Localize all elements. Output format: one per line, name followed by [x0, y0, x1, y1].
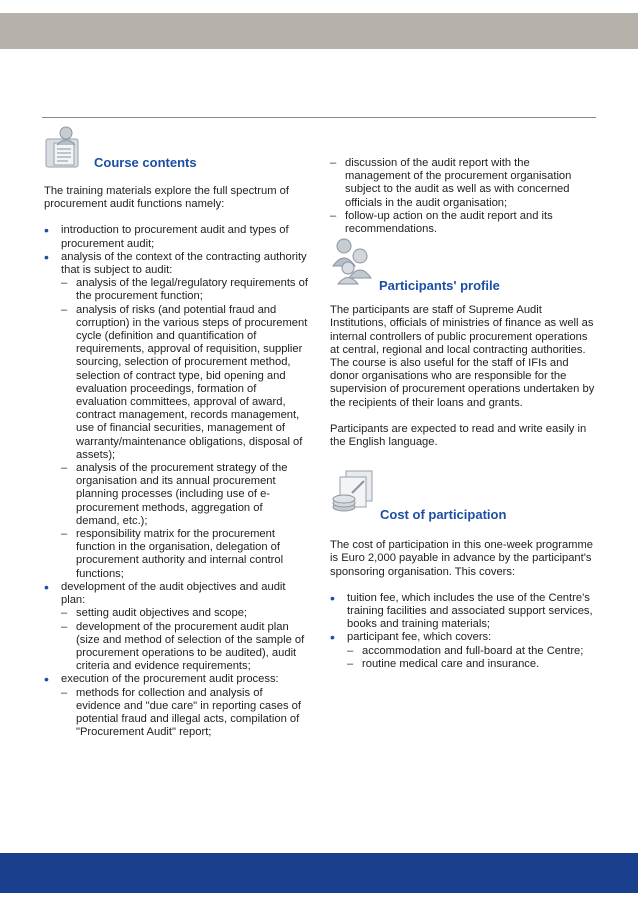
- coins-icon: [330, 467, 376, 515]
- participants-header: [330, 236, 596, 304]
- sub-list: [61, 687, 308, 740]
- bottom-band: [0, 853, 638, 893]
- sub-item: – accommodation and full-board at the Centre;: [347, 645, 596, 658]
- bullet-item: [44, 251, 308, 581]
- cost-intro: The cost of participation in this one-week programme is Euro 2,000 payable in advance by the participant's sponsoring organisation. This covers:: [330, 539, 594, 578]
- sub-item: – analysis of the procurement strategy of the organisation and its annual procurement planning processes (including use of e-procurement methods, aggregation of demand, etc.);: [61, 462, 308, 528]
- bullet-text: development of the audit objectives and audit plan:: [61, 580, 286, 607]
- sub-list: [61, 277, 308, 581]
- document-person-icon: [44, 125, 88, 171]
- bullet-text: analysis of the context of the contracting authority that is subject to audit:: [61, 250, 307, 277]
- right-column: [330, 157, 596, 683]
- sub-item: – analysis of the legal/regulatory requirements of the procurement function;: [61, 277, 308, 303]
- course-contents-list: [44, 224, 308, 739]
- course-contents-title: Course contents: [94, 155, 197, 170]
- bullet-item: [330, 592, 596, 632]
- course-contents-header: [44, 125, 308, 185]
- sub-item: – development of the procurement audit plan (size and method of selection of the sample of procurement operations to be audited), audit criteria and evidence requirements;: [61, 621, 308, 674]
- sub-item: – setting audit objectives and scope;: [61, 607, 308, 620]
- sub-item: – methods for collection and analysis of evidence and "due care" in reporting cases of potential fraud and illegal acts, compilation of "Procurement Audit" report;: [61, 687, 308, 740]
- sub-list: [61, 607, 308, 673]
- left-column: [44, 125, 308, 751]
- group-icon: [330, 236, 374, 286]
- bullet-text: introduction to procurement audit and types of procurement audit;: [61, 224, 289, 250]
- bullet-item: [44, 581, 308, 673]
- sub-item: – responsibility matrix for the procurement function in the organisation, delegation of procurement authority and internal control functions;: [61, 528, 308, 581]
- top-band: [0, 13, 638, 49]
- participants-title: Participants' profile: [379, 278, 500, 294]
- cost-list: [330, 592, 596, 671]
- sub-item: – discussion of the audit report with the management of the procurement organisation subject to the audit as well as with concerned officials in the audit organisation;: [330, 157, 596, 210]
- header-rule: [42, 117, 596, 118]
- sub-item: – routine medical care and insurance.: [347, 658, 596, 671]
- sub-item: – analysis of risks (and potential fraud and corruption) in the various steps of procurement cycle (definition and quantification of requirements, approval of requisition, supplier sourcing, selection of procurement method, selection of contract type, bid opening and evaluation proceedings, formation of evaluation committees, approval of award, contract management, records management, use of financial securities, management of warranty/maintenance obligations, disposal of assets);: [61, 304, 308, 462]
- cost-header: [330, 467, 596, 539]
- course-contents-continued: [330, 157, 596, 236]
- course-contents-intro: The training materials explore the full spectrum of procurement audit functions namely:: [44, 185, 289, 211]
- sub-item: – follow-up action on the audit report and its recommendations.: [330, 210, 596, 236]
- bullet-text: execution of the procurement audit process:: [61, 673, 279, 686]
- sub-list: [347, 645, 596, 671]
- participants-paragraph-2: Participants are expected to read and write easily in the English language.: [330, 422, 587, 449]
- bullet-item: [330, 631, 596, 671]
- participants-paragraph-1: The participants are staff of Supreme Audit Institutions, officials of ministries of finance as well as internal controllers of public procurement operations at central, regional and local contracting authorities. The course is also useful for the staff of IFIs and donor organisations who are responsible for the supervision of procurement operations undertaken by the recipients of their loans and grants.: [330, 304, 595, 409]
- bullet-text: tuition fee, which includes the use of the Centre's training facilities and associated support services, books and training materials;: [347, 591, 593, 631]
- bullet-item: [44, 224, 308, 250]
- bullet-item: [44, 673, 308, 739]
- cost-title: Cost of participation: [380, 507, 507, 523]
- bullet-text: participant fee, which covers:: [347, 631, 492, 644]
